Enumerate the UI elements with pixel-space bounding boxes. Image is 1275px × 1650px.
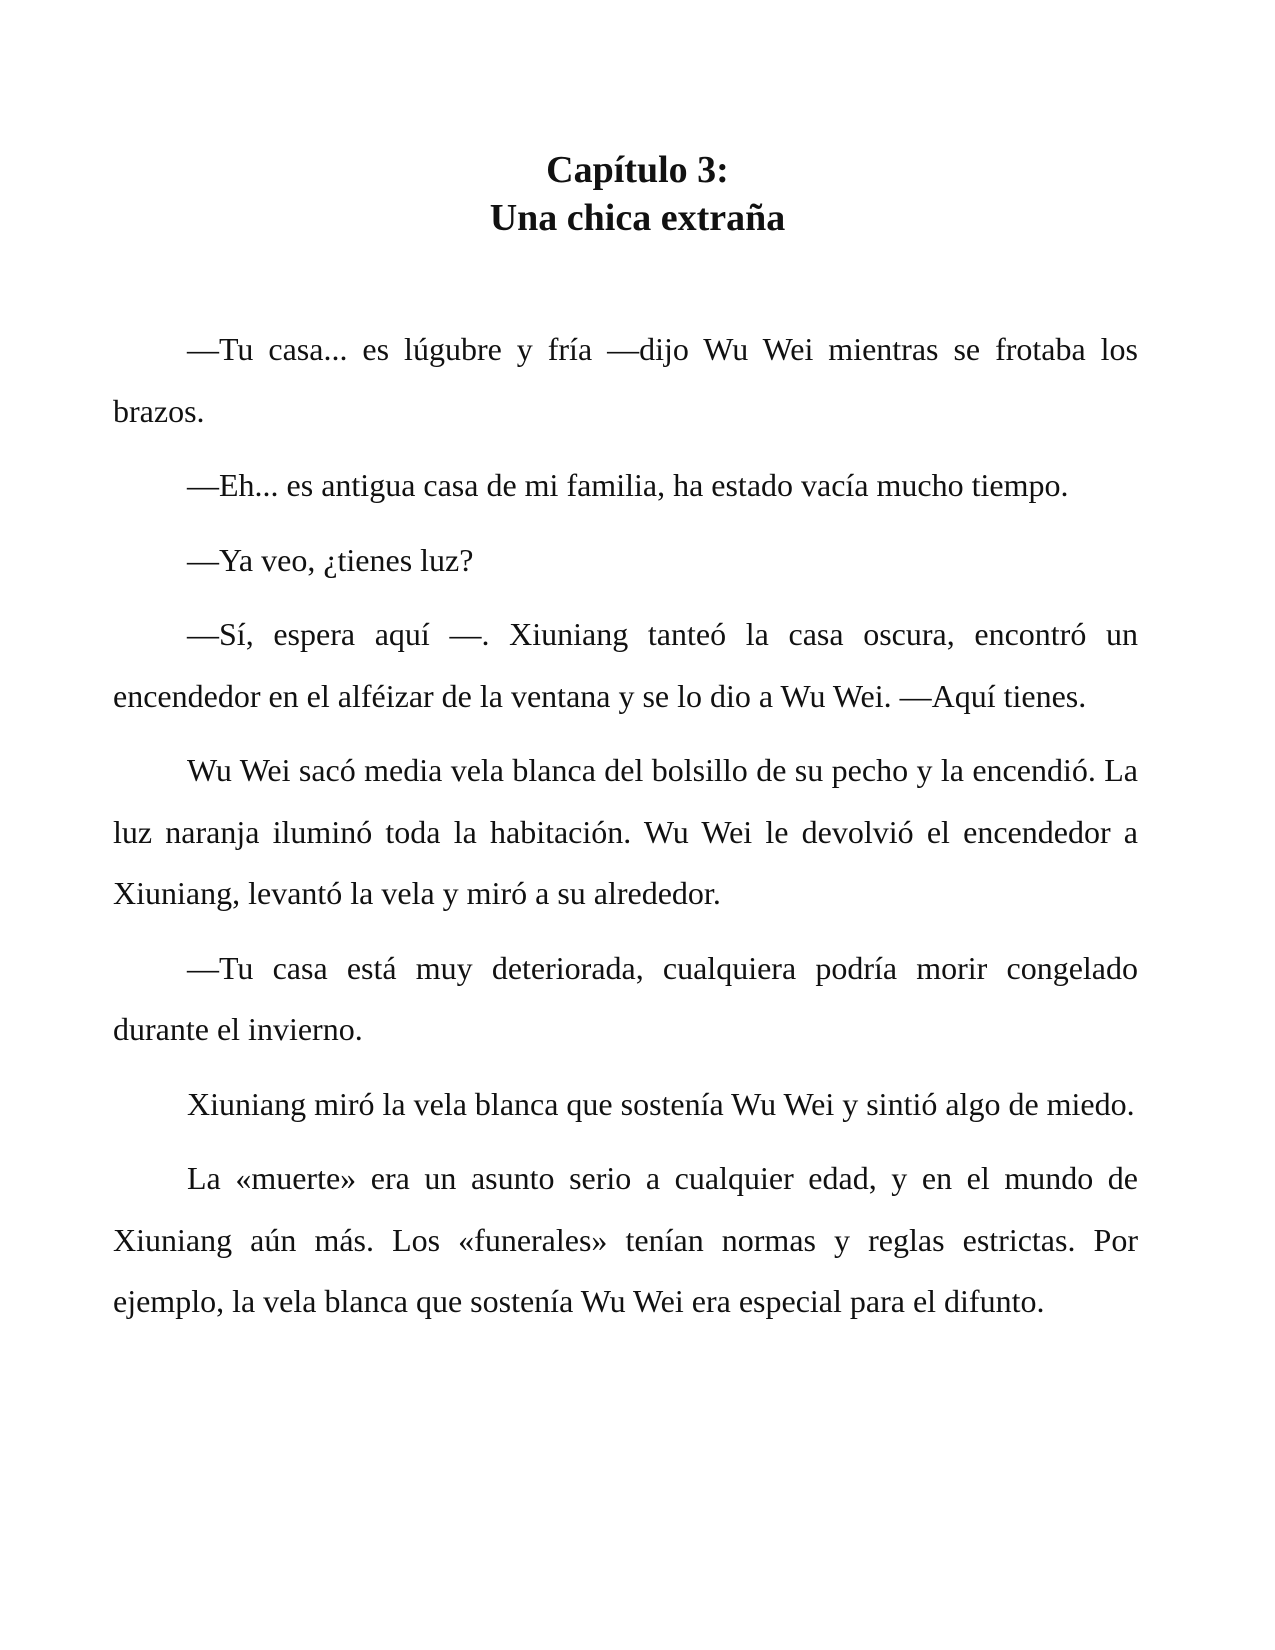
paragraph: —Tu casa... es lúgubre y fría —dijo Wu Wei mientras se frotaba los brazos. xyxy=(113,331,1138,429)
chapter-number: Capítulo 3: xyxy=(546,149,729,191)
chapter-heading xyxy=(0,146,1275,242)
chapter-title: Una chica extraña xyxy=(489,197,786,239)
paragraph: Xiuniang miró la vela blanca que sostenía Wu Wei y sintió algo de miedo. xyxy=(187,1085,1135,1122)
paragraph: —Tu casa está muy deteriorada, cualquiera podría morir congelado durante el invierno. xyxy=(113,949,1138,1047)
chapter-body xyxy=(113,319,1138,1346)
paragraph: —Ya veo, ¿tienes luz? xyxy=(187,541,474,578)
paragraph: La «muerte» era un asunto serio a cualquier edad, y en el mundo de Xiuniang aún más. Los «funerales» tenían normas y reglas estrictas. Por ejemplo, la vela blanca que sostenía Wu Wei era especial para el difunto. xyxy=(113,1160,1138,1319)
paragraph: Wu Wei sacó media vela blanca del bolsillo de su pecho y la encendió. La luz naranja iluminó toda la habitación. Wu Wei le devolvió el encendedor a Xiuniang, levantó la vela y miró a su alrededor. xyxy=(113,752,1138,911)
paragraph: —Eh... es antigua casa de mi familia, ha estado vacía mucho tiempo. xyxy=(187,467,1069,503)
paragraph: —Sí, espera aquí —. Xiuniang tanteó la casa oscura, encontró un encendedor en el alféizar de la ventana y se lo dio a Wu Wei. —Aquí tienes. xyxy=(113,616,1138,714)
